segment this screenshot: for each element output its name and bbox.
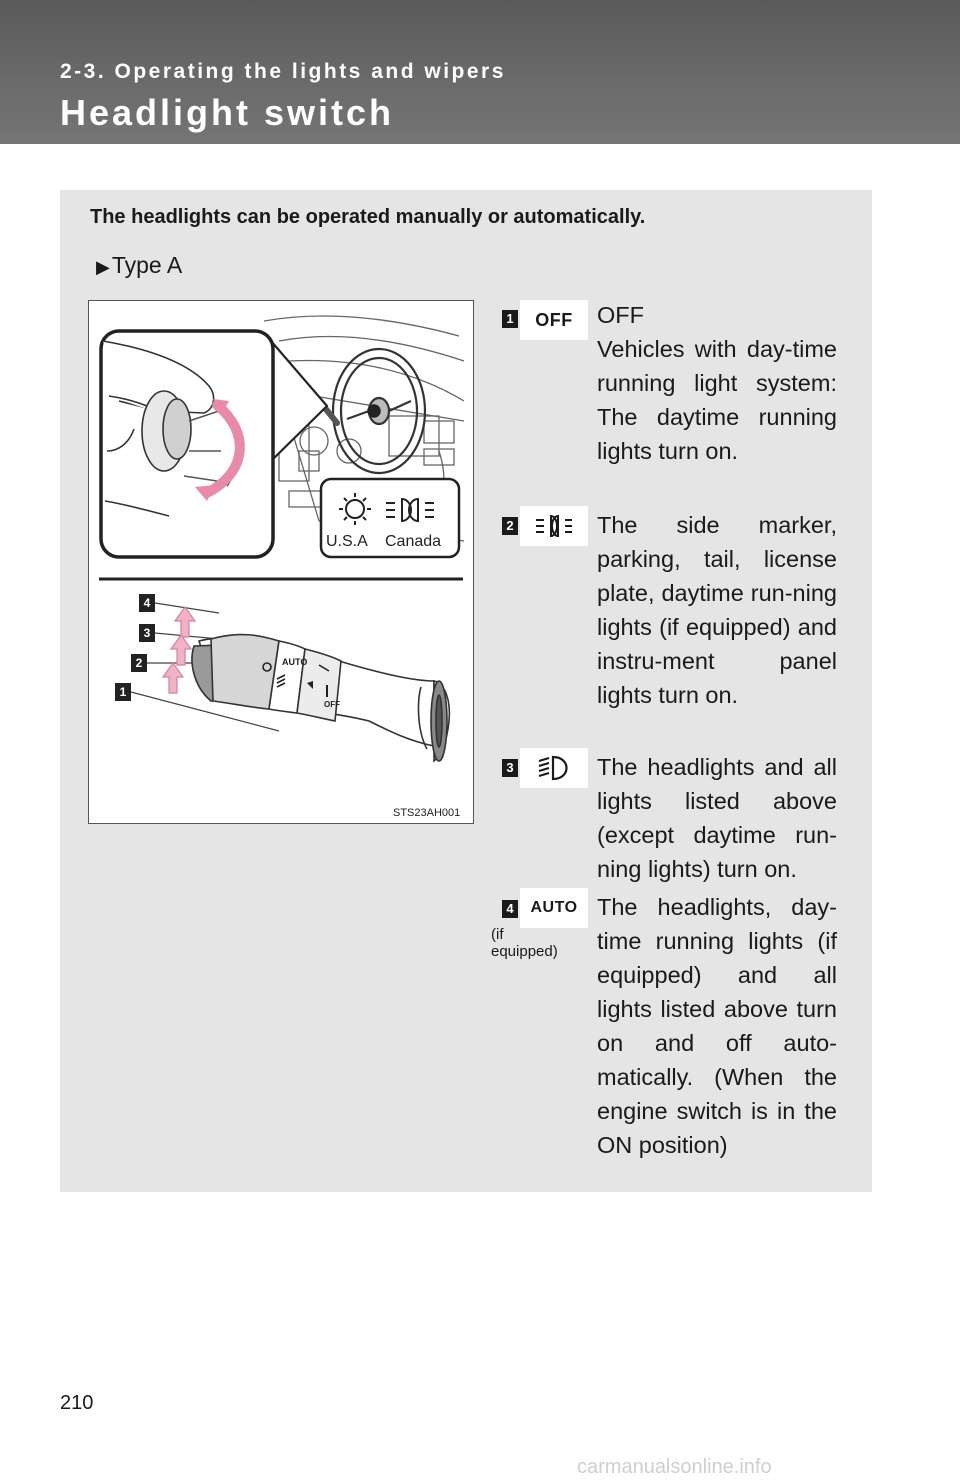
figure-label-1: 1	[119, 685, 127, 699]
stalk-auto-text: AUTO	[282, 657, 308, 667]
triangle-bullet-icon: ▶	[96, 257, 110, 277]
type-label-text: Type A	[111, 252, 183, 278]
position-2-description: The side marker, parking, tail, license plate, daytime run-ning lights (if equipped) and instru-ment panel lights turn on.	[597, 512, 837, 708]
position-number-1: 1	[502, 310, 518, 328]
stalk-off-text: OFF	[324, 700, 340, 709]
figure-label-4: 4	[143, 596, 151, 610]
page-title: Headlight switch	[60, 92, 395, 133]
figure-label-2: 2	[135, 656, 143, 670]
page-number: 210	[60, 1392, 94, 1414]
headlight-icon	[520, 748, 588, 788]
if-equipped-note: (if equipped)	[491, 926, 558, 960]
section-label: 2-3. Operating the lights and wipers	[60, 60, 506, 83]
off-symbol-text: OFF	[535, 309, 573, 330]
callout-pointer	[271, 341, 327, 461]
auto-symbol-text: AUTO	[530, 899, 578, 916]
type-label	[96, 252, 182, 279]
auto-symbol	[520, 888, 588, 928]
position-3-description: The headlights and all lights listed above (except daytime run-ning lights) turn on.	[597, 754, 837, 882]
position-number-4: 4	[502, 900, 518, 918]
position-number-3: 3	[502, 759, 518, 777]
headlight-icon-svg	[537, 755, 571, 781]
page-header	[0, 0, 960, 144]
callout-usa-label: U.S.A	[326, 533, 368, 550]
watermark: carmanualsonline.info	[577, 1456, 772, 1478]
position-number-2: 2	[502, 517, 518, 535]
figure-label-3: 3	[143, 626, 151, 640]
position-1-description: OFF Vehicles with day-time running light system: The daytime running lights turn on.	[597, 302, 837, 464]
position-4-description: The headlights, day-time running lights (if equipped) and all lights listed above turn on and off auto-matically. (When the engine switch is in the ON position)	[597, 894, 837, 1158]
up-arrows	[163, 607, 195, 693]
switch-illustration	[88, 300, 474, 824]
combination-switch	[192, 635, 449, 761]
callout-canada-label: Canada	[385, 533, 442, 550]
figure-number-labels	[115, 594, 155, 701]
off-symbol	[520, 300, 588, 340]
figure-code: STS23AH001	[393, 807, 461, 819]
illustration-drawing	[89, 301, 473, 823]
parking-lights-icon	[520, 506, 588, 546]
intro-text: The headlights can be operated manually or automatically.	[90, 206, 646, 228]
parking-lights-icon-svg	[534, 514, 574, 538]
